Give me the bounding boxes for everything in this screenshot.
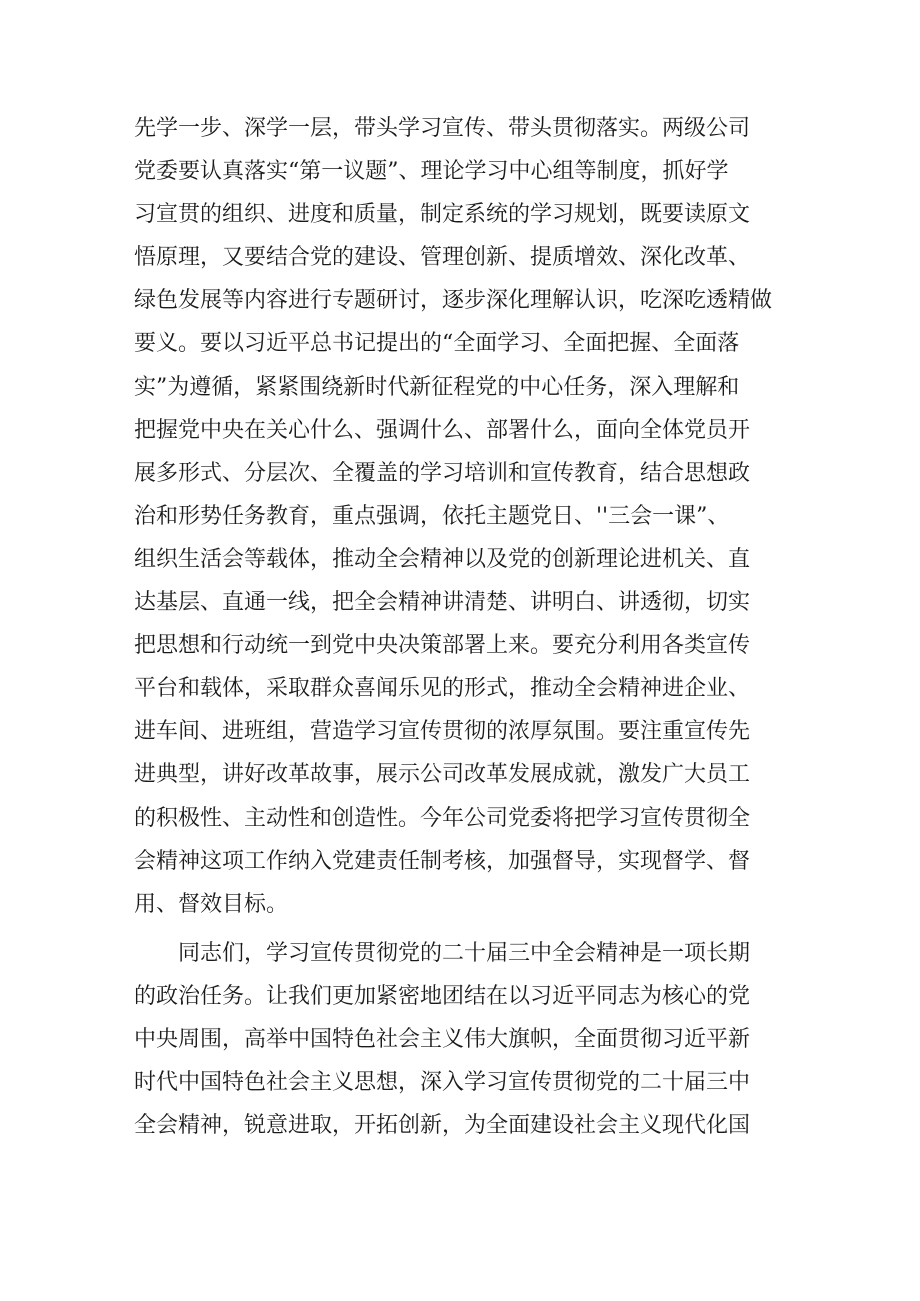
paragraph-1: [134, 107, 786, 926]
text-line: 实”为遵循，紧紧围绕新时代新征程党的中心任务，深入理解和: [134, 374, 740, 400]
text-line: 组织生活会等载体，推动全会精神以及党的创新理论进机关、直: [134, 546, 751, 572]
text-line: 治和形势任务教育，重点强调，依托主题党日、''三会一课”、: [134, 503, 730, 529]
text-line: 把思想和行动统一到党中央决策部署上来。要充分利用各类宣传: [134, 633, 751, 659]
text-line: 会精神这项工作纳入党建责任制考核，加强督导，实现督学、督: [134, 848, 751, 874]
text-line: 用、督效目标。: [134, 891, 289, 917]
text-line: 习宣贯的组织、进度和质量，制定系统的学习规划，既要读原文: [134, 202, 751, 228]
text-line: 时代中国特色社会主义思想，深入学习宣传贯彻党的二十届三中: [134, 1070, 751, 1096]
text-line: 悟原理，又要结合党的建设、管理创新、提质增效、深化改革、: [134, 245, 751, 271]
text-line: 的政治任务。让我们更加紧密地团结在以习近平同志为核心的党: [134, 984, 751, 1010]
text-line: 先学一步、深学一层，带头学习宣传、带头贯彻落实。两级公司: [134, 116, 751, 141]
text-line: 进车间、进班组，营造学习宣传贯彻的浓厚氛围。要注重宣传先: [134, 719, 751, 745]
text-line: 要义。要以习近平总书记提出的“全面学习、全面把握、全面落: [134, 331, 740, 357]
text-line: 的积极性、主动性和创造性。今年公司党委将把学习宣传贯彻全: [134, 805, 751, 831]
text-line: 全会精神，锐意进取，开拓创新，为全面建设社会主义现代化国: [134, 1113, 751, 1139]
text-line: 中央周围，高举中国特色社会主义伟大旗帜，全面贯彻习近平新: [134, 1027, 751, 1053]
text-line: 绿色发展等内容进行专题研讨，逐步深化理解认识，吃深吃透精做: [134, 288, 773, 314]
text-line: 平台和载体，采取群众喜闻乐见的形式，推动全会精神进企业、: [134, 676, 751, 702]
text-line: 达基层、直通一线，把全会精神讲清楚、讲明白、讲透彻，切实: [134, 590, 751, 616]
text-line: 把握党中央在关心什么、强调什么、部署什么，面向全体党员开: [134, 417, 751, 443]
paragraph-2: [134, 932, 786, 1147]
text-line: 进典型，讲好改革故事，展示公司改革发展成就，激发广大员工: [134, 762, 751, 788]
text-line: 同志们，学习宣传贯彻党的二十届三中全会精神是一项长期: [178, 941, 751, 966]
text-line: 党委要认真落实“第一议题”、理论学习中心组等制度，抓好学: [134, 159, 729, 185]
text-line: 展多形式、分层次、全覆盖的学习培训和宣传教育，结合思想政: [134, 460, 751, 486]
